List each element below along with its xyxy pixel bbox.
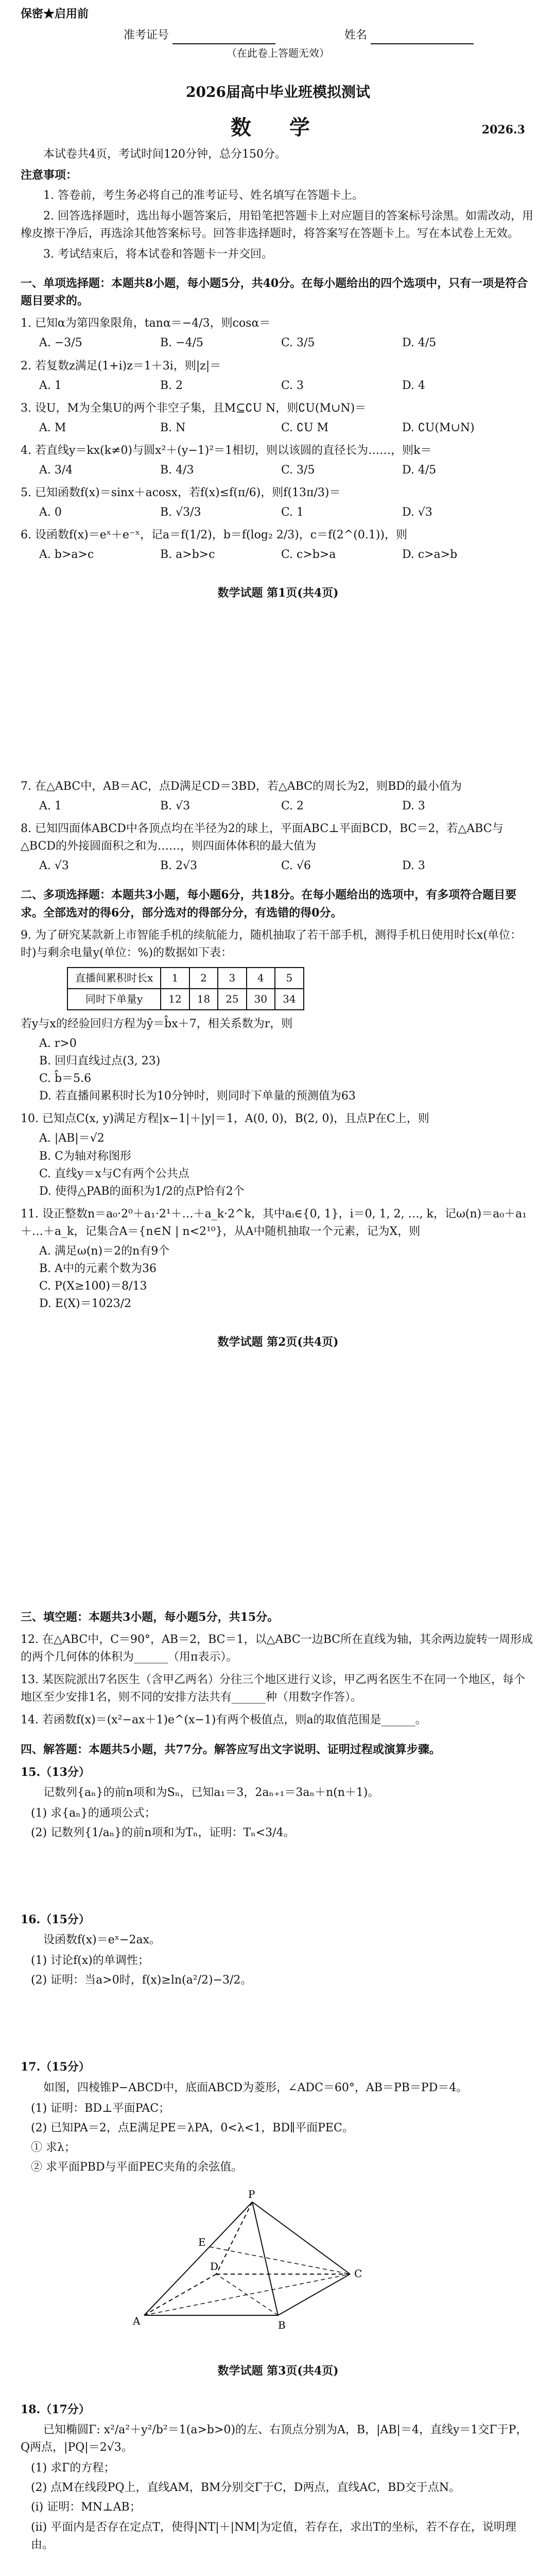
- option: C. √6: [281, 859, 311, 873]
- table-cell: 12: [161, 989, 189, 1010]
- option: A. −3/5: [39, 336, 82, 350]
- options-5: [39, 504, 535, 521]
- page-4: [21, 2396, 535, 2576]
- option: D. 3: [402, 800, 425, 813]
- option: A. 满足ω(n)＝2的n有9个: [39, 1244, 170, 1258]
- option: A. r>0: [39, 1037, 77, 1050]
- option: C. 3/5: [281, 336, 315, 350]
- question-part: (i) 证明：MN⊥AB；: [31, 2501, 141, 2514]
- exam-number-label: 准考证号: [124, 29, 169, 42]
- label-C: C: [354, 2267, 362, 2280]
- option: C. 3/5: [281, 463, 315, 477]
- question-10: 10. 已知点C(x, y)满足方程|x−1|＋|y|＝1，A(0, 0)，B(2, 0)，且点P在C上，则: [21, 1112, 429, 1126]
- table-cell: 5: [275, 968, 303, 989]
- question-6: 6. 设函数f(x)＝eˣ＋e⁻ˣ，记a＝f(1/2)，b＝f(log₂ 2/3)，c＝f(2^(0.1))，则: [21, 529, 408, 542]
- option: D. 4/5: [402, 463, 437, 477]
- page-2: [21, 773, 535, 1351]
- notice-item: 3. 考试结束后，将本试卷和答题卡一并交回。: [43, 248, 273, 261]
- options-9: [39, 1035, 535, 1105]
- question-15-head: 15.（13分）: [21, 1765, 90, 1779]
- options-7: [39, 798, 535, 815]
- question-8: 8. 已知四面体ABCD中各顶点均在半径为2的球上，平面ABC⊥平面BCD，BC＝2，若△ABC与△BCD的外接圆面积之和为……，则四面体体积的最大值为: [21, 822, 503, 853]
- label-P: P: [248, 2188, 255, 2200]
- question-3: 3. 设U，M为全集U的两个非空子集，且M⊆∁U N，则∁U(M∪N)＝: [21, 401, 367, 415]
- section2-heading: 二、多项选择题：本题共3小题，每小题6分，共18分。在每小题给出的选项中，有多项符合题目要求。全部选对的得6分，部分选对的得部分分，有选错的得0分。: [21, 888, 517, 920]
- options-10: [39, 1130, 535, 1200]
- option: D. ∁U(M∪N): [402, 421, 475, 434]
- options-1: [39, 334, 535, 352]
- options-3: [39, 419, 535, 437]
- option: B. √3: [160, 800, 190, 813]
- option: B. √3/3: [160, 506, 201, 519]
- table-row: [67, 968, 304, 989]
- question-part: (ii) 平面内是否存在定点T，使得|NT|＋|NM|为定值，若存在，求出T的坐标，若不存在，说明理由。: [31, 2520, 516, 2551]
- edge-DA: [144, 2274, 216, 2315]
- option: B. C为轴对称图形: [39, 1149, 131, 1163]
- option: D. E(X)＝1023/2: [39, 1297, 132, 1311]
- question-part: (1) 讨论f(x)的单调性；: [31, 1954, 149, 1968]
- notice-item: 2. 回答选择题时，选出每小题答案后，用铅笔把答题卡上对应题目的答案标号涂黑。如需改动，用橡皮擦干净后，再选涂其他答案标号。回答非选择题时，将答案写在答题卡上。写在本试卷上无效。: [21, 209, 533, 240]
- option: D. 4/5: [402, 336, 437, 350]
- table-cell: 1: [161, 968, 189, 989]
- question-1: 1. 已知α为第四象限角，tanα＝−4/3，则cosα＝: [21, 317, 271, 330]
- options-4: [39, 462, 535, 479]
- question-part: (2) 点M在线段PQ上，直线AM，BM分别交Γ于C，D两点，直线AC，BD交于点N。: [31, 2481, 461, 2495]
- option: A. 1: [39, 379, 62, 392]
- option: B. 4/3: [160, 463, 194, 477]
- question-part: (1) 证明：BD⊥平面PAC；: [31, 2102, 170, 2115]
- table-row: [67, 989, 304, 1010]
- confidential-mark: 保密★启用前: [21, 7, 89, 21]
- table-cell: 25: [218, 989, 246, 1010]
- pyramid-figure: [124, 2187, 535, 2342]
- question-11: 11. 设正整数n＝a₀·2⁰＋a₁·2¹＋…＋a_k·2^k，其中aᵢ∈{0, 1}，i＝0, 1, 2, …, k，记ω(n)＝a₀＋a₁＋…＋a_k，记集合A＝{n∈N | n<2¹⁰}，从A中随机抽取一个元素，记为X，则: [21, 1207, 527, 1238]
- question-18-head: 18.（17分）: [21, 2403, 90, 2416]
- option: B. N: [160, 421, 186, 434]
- diagonal-BD: [216, 2274, 278, 2315]
- section1-heading: 一、单项选择题：本题共8小题，每小题5分，共40分。在每小题给出的四个选项中，只有一项是符合题目要求的。: [21, 277, 528, 308]
- table-cell: 34: [275, 989, 303, 1010]
- options-2: [39, 377, 535, 395]
- option: D. c>a>b: [402, 548, 458, 562]
- option: A. M: [39, 421, 66, 434]
- question-part: (1) 求Γ的方程；: [31, 2462, 115, 2475]
- intro-text: 本试卷共4页，考试时间120分钟，总分150分。: [43, 147, 286, 161]
- section4-heading: 四、解答题：本题共5小题，共77分。解答应写出文字说明、证明过程或演算步骤。: [21, 1742, 441, 1756]
- option: B. −4/5: [160, 336, 203, 350]
- table-cell: 直播间累积时长x: [67, 968, 161, 989]
- exam-date: 2026.3: [481, 123, 525, 137]
- question-17-head: 17.（15分）: [21, 2060, 90, 2074]
- exam-info-line: [124, 27, 535, 44]
- question-part: ② 求平面PBD与平面PEC夹角的余弦值。: [31, 2160, 243, 2174]
- question-part: (2) 已知PA＝2，点E满足PE＝λPA，0<λ<1，BD∥平面PEC。: [31, 2121, 354, 2134]
- question-14: 14. 若函数f(x)＝(x²−ax＋1)e^(x−1)有两个极值点，则a的取值范围是______。: [21, 1714, 427, 1727]
- option: A. 1: [39, 800, 62, 813]
- question-9: 9. 为了研究某款新上市智能手机的续航能力，随机抽取了若干部手机，测得手机日使用时长x(单位：时)与剩余电量y(单位：%)的数据如下表：: [21, 928, 522, 959]
- option: C. 1: [281, 506, 304, 519]
- question-18: 已知椭圆Γ: x²/a²＋y²/b²＝1(a>b>0)的左、右顶点分别为A，B，|AB|＝4，直线y＝1交Γ于P，Q两点，|PQ|＝2√3。: [21, 2424, 528, 2454]
- table-cell: 4: [247, 968, 275, 989]
- page-1: [21, 5, 535, 602]
- page-3: [21, 1597, 535, 2380]
- option: D. 若直播间累积时长为10分钟时，则同时下单量的预测值为63: [39, 1090, 356, 1103]
- name-label: 姓名: [344, 29, 368, 42]
- label-E: E: [198, 2235, 206, 2248]
- table-cell: 18: [189, 989, 218, 1010]
- label-D: D: [210, 2260, 219, 2273]
- name-blank[interactable]: [371, 34, 474, 44]
- table-cell: 2: [189, 968, 218, 989]
- label-B: B: [278, 2318, 286, 2331]
- question-part: (2) 记数列{1/aₙ}的前n项和为Tₙ，证明：Tₙ<3/4。: [31, 1826, 295, 1839]
- table-cell: 3: [218, 968, 246, 989]
- option: B. 2√3: [160, 859, 198, 873]
- notice-item: 1. 答卷前，考生务必将自己的准考证号、姓名填写在答题卡上。: [43, 189, 363, 202]
- exam-title: 2026届高中毕业班模拟测试: [186, 83, 370, 101]
- option: D. √3: [402, 506, 432, 519]
- option: C. ∁U M: [281, 421, 329, 434]
- data-table: [67, 967, 304, 1010]
- option: B. a>b>c: [160, 548, 215, 562]
- option: C. 2: [281, 800, 304, 813]
- option: C. 3: [281, 379, 304, 392]
- options-11: [39, 1243, 535, 1313]
- question-13: 13. 某医院派出7名医生（含甲乙两名）分往三个地区进行义诊，甲乙两名医生不在同一个地区，每个地区至少安排1名，则不同的安排方法共有______种（用数字作答）。: [21, 1673, 525, 1704]
- option: C. c>b>a: [281, 548, 336, 562]
- notice-heading: 注意事项：: [21, 168, 78, 182]
- section3-heading: 三、填空题：本题共3小题，每小题5分，共15分。: [21, 1611, 279, 1624]
- table-cell: 30: [247, 989, 275, 1010]
- question-9-text: 若y与x的经验回归方程为ŷ＝b̂x＋7，相关系数为r，则: [21, 1017, 293, 1030]
- question-2: 2. 若复数z满足(1+i)z＝1＋3i，则|z|＝: [21, 359, 221, 372]
- option: A. 0: [39, 506, 62, 519]
- option: A. |AB|＝√2: [39, 1132, 105, 1145]
- question-17: 如图，四棱锥P−ABCD中，底面ABCD为菱形，∠ADC＝60°，AB＝PB＝PD＝4。: [43, 2081, 468, 2094]
- question-part: (2) 证明：当a>0时，f(x)≥ln(a²/2)−3/2。: [31, 1974, 252, 1987]
- question-part: ① 求λ；: [31, 2141, 76, 2154]
- option: A. b>a>c: [39, 548, 94, 562]
- option: A. 3/4: [39, 463, 73, 477]
- question-15: 记数列{aₙ}的前n项和为Sₙ，已知a₁＝3，2aₙ₊₁＝3aₙ＋n(n＋1)。: [43, 1786, 379, 1799]
- option: C. b̂＝5.6: [39, 1072, 92, 1086]
- subject-title: 数 学: [231, 115, 325, 140]
- question-7: 7. 在△ABC中，AB＝AC，点D满足CD＝3BD，若△ABC的周长为2，则BD的最小值为: [21, 780, 462, 793]
- page-footer: 数学试题 第1页(共4页): [217, 586, 339, 600]
- answer-space: [21, 2556, 535, 2576]
- question-16: 设函数f(x)＝eˣ−2ax。: [43, 1934, 161, 1947]
- segment-EC: [210, 2247, 350, 2274]
- option: A. √3: [39, 859, 69, 873]
- options-6: [39, 546, 535, 564]
- label-A: A: [133, 2314, 141, 2327]
- exam-number-blank[interactable]: [172, 34, 275, 44]
- page-footer: 数学试题 第3页(共4页): [217, 2364, 339, 2378]
- option: D. 4: [402, 379, 425, 392]
- options-8: [39, 857, 535, 875]
- option: B. 2: [160, 379, 183, 392]
- option: C. P(X≥100)＝8/13: [39, 1280, 147, 1293]
- option: D. 使得△PAB的面积为1/2的点P恰有2个: [39, 1184, 245, 1198]
- question-4: 4. 若直线y＝kx(k≠0)与圆x²＋(y−1)²＝1相切，则以该圆的直径长为……，则k＝: [21, 444, 432, 457]
- subject-row: [21, 112, 535, 143]
- option: B. 回归直线过点(3, 23): [39, 1055, 161, 1068]
- option: C. 直线y＝x与C有两个公共点: [39, 1167, 189, 1180]
- pyramid-diagram: [124, 2187, 371, 2336]
- page-footer: 数学试题 第2页(共4页): [217, 1335, 339, 1349]
- table-cell: 同时下单量y: [67, 989, 161, 1010]
- edge-BC: [278, 2274, 350, 2315]
- edge-PB: [252, 2202, 278, 2315]
- option: D. 3: [402, 859, 425, 873]
- question-part: (1) 求{aₙ}的通项公式；: [31, 1806, 156, 1820]
- edge-PC: [252, 2202, 350, 2274]
- question-12: 12. 在△ABC中，C＝90°，AB＝2，BC＝1，以△ABC一边BC所在直线为轴，其余两边旋转一周形成的两个几何体的体积为______（用π表示）。: [21, 1633, 533, 1664]
- question-16-head: 16.（15分）: [21, 1913, 90, 1927]
- edge-PD: [216, 2202, 252, 2274]
- answer-space: [21, 1844, 535, 1906]
- answer-space: [21, 1991, 535, 2053]
- question-5: 5. 已知函数f(x)＝sinx＋acosx，若f(x)≤f(π/6)，则f(13π/3)＝: [21, 486, 341, 500]
- invalid-note: （在此卷上答题无效）: [227, 47, 329, 60]
- edge-PA: [144, 2202, 252, 2315]
- option: B. A中的元素个数为36: [39, 1262, 157, 1276]
